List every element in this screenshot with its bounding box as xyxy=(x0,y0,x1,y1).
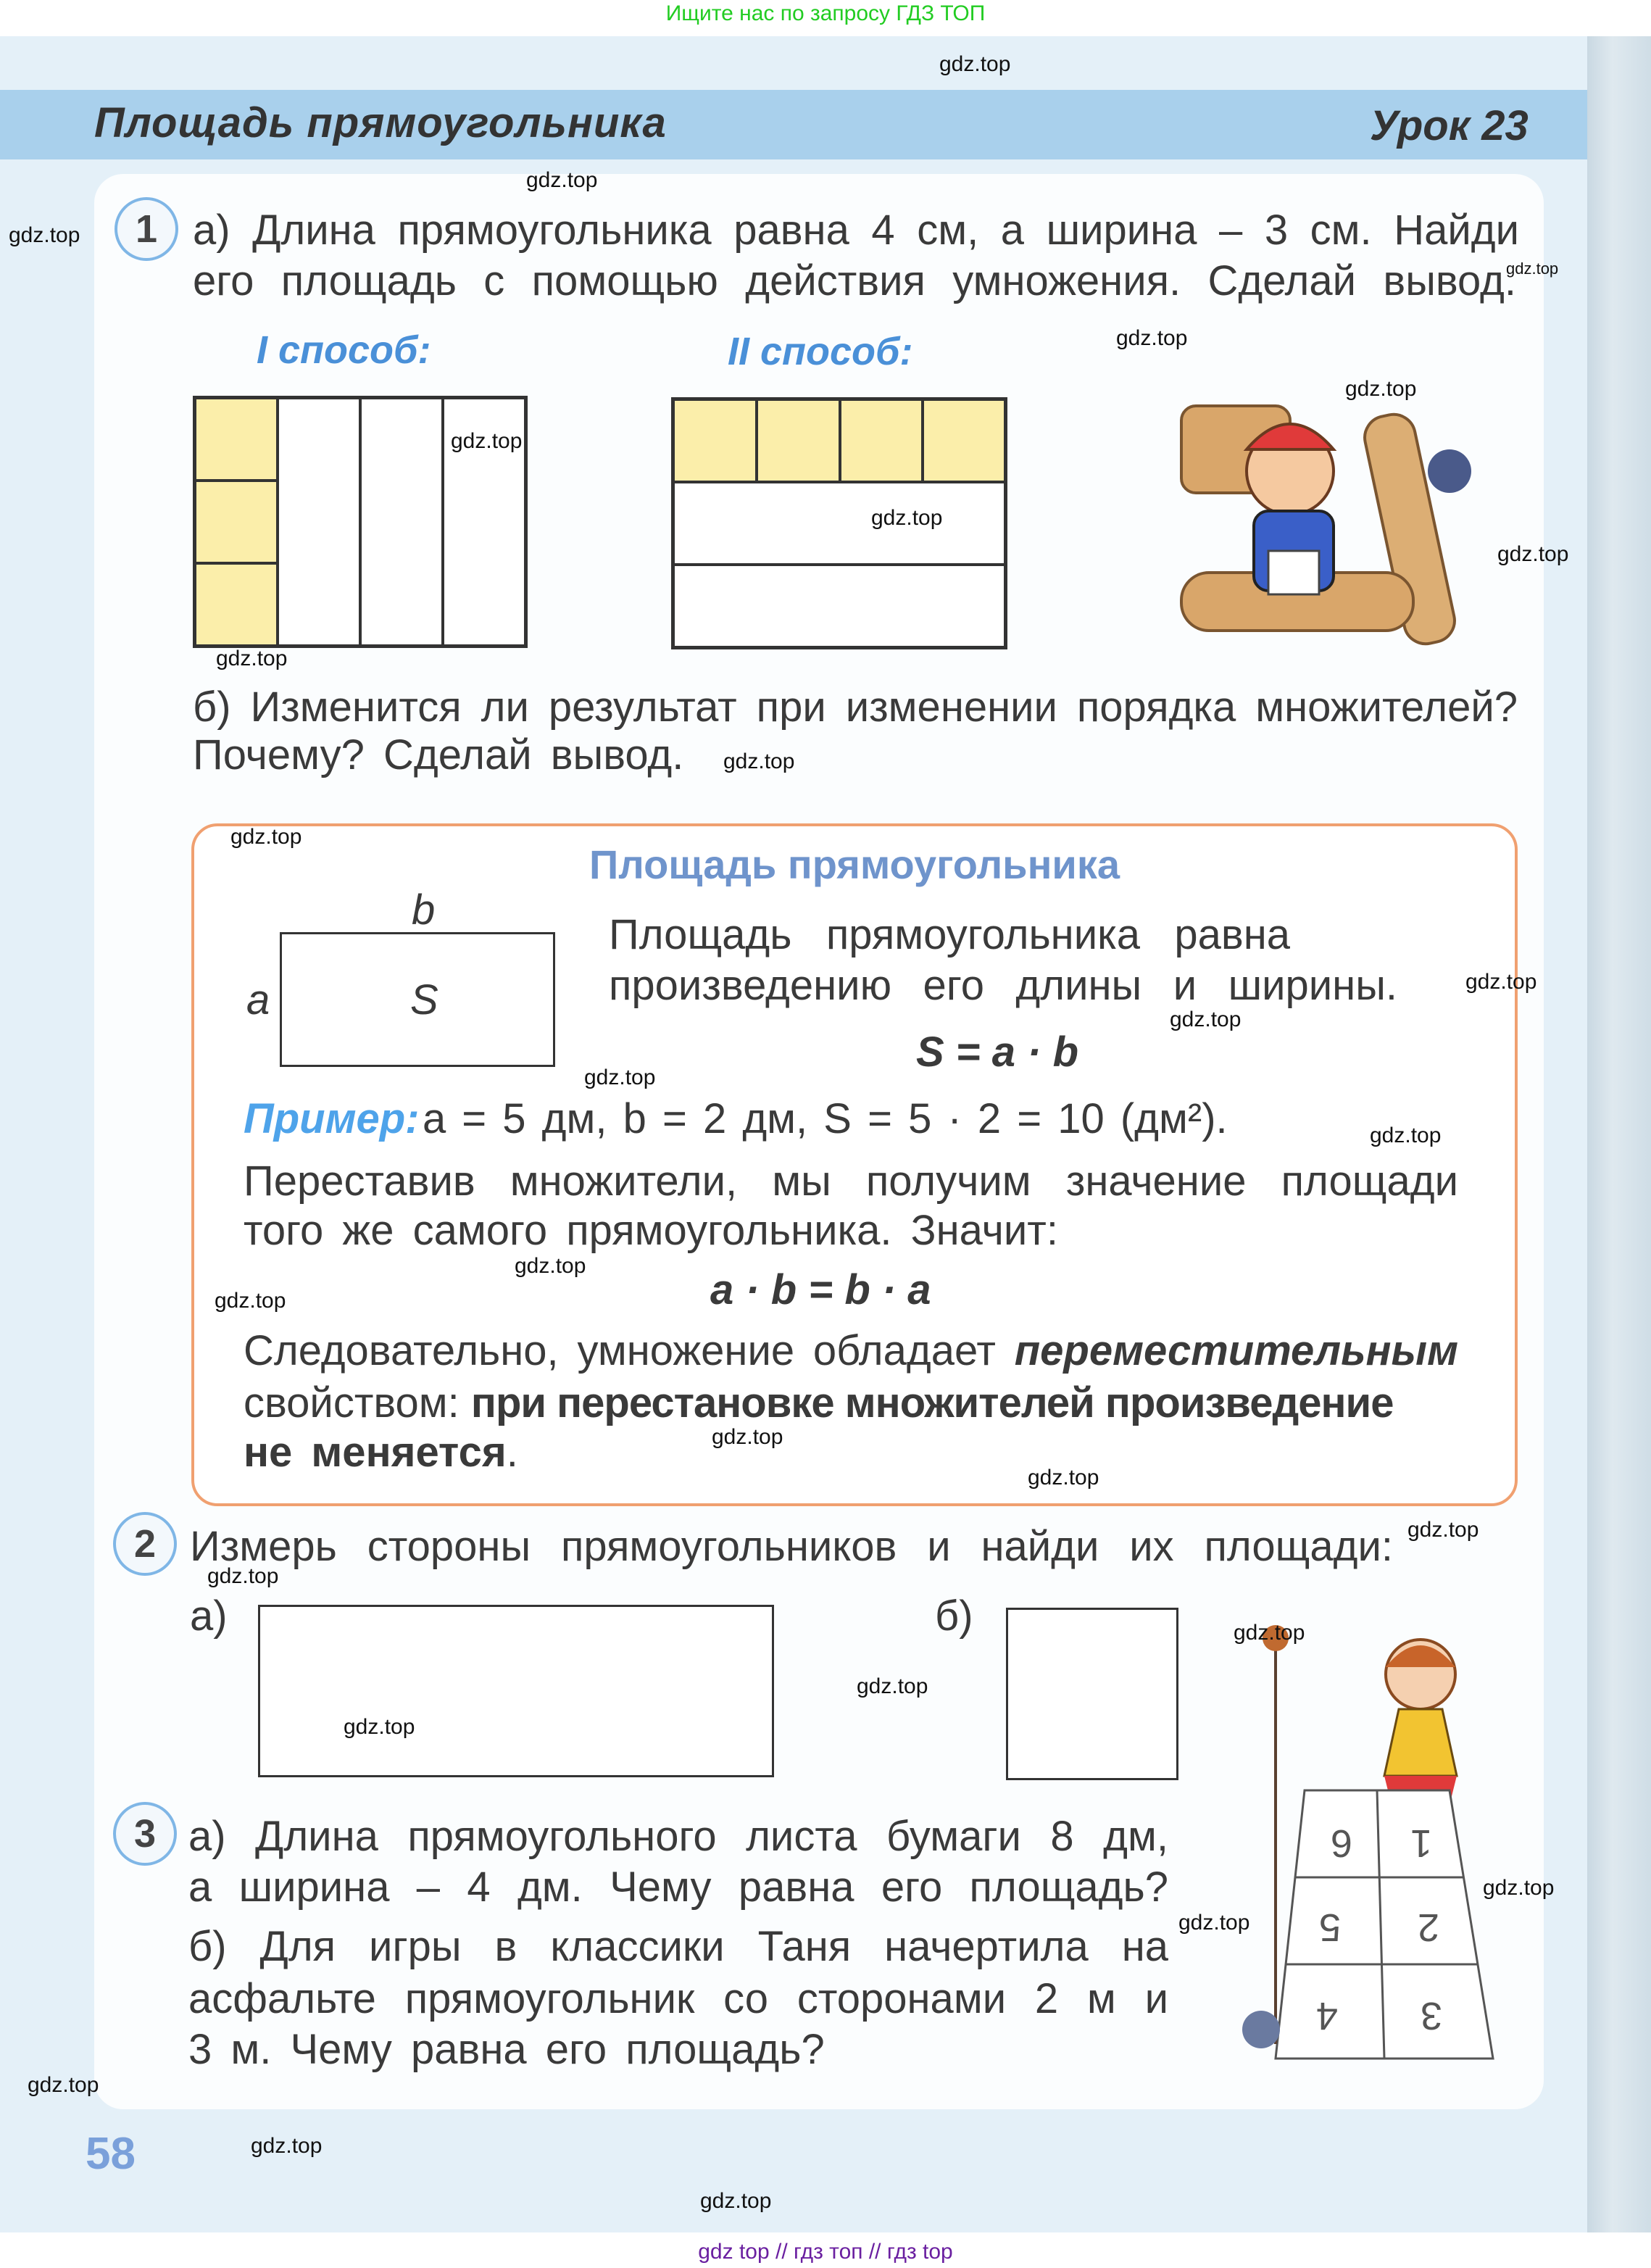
task3-line5: 3 м. Чему равна его площадь? xyxy=(188,2026,825,2073)
conclusion-line3 xyxy=(244,1428,518,1476)
conclusion-text: Следовательно, умножение обладает xyxy=(244,1327,1015,1374)
rectangle-b xyxy=(1006,1608,1178,1780)
watermark: gdz.top xyxy=(28,2073,99,2097)
watermark: gdz.top xyxy=(230,825,302,849)
task2-a-label: а) xyxy=(190,1592,228,1640)
watermark: gdz.top xyxy=(251,2134,323,2158)
side-b-label: b xyxy=(412,886,436,934)
watermark: gdz.top xyxy=(1465,970,1537,994)
row-strip xyxy=(673,565,1005,647)
task-number-1: 1 xyxy=(115,197,178,261)
task1-a-line2: его площадь с помощью действия умножения. Сделай вывод. xyxy=(193,257,1516,304)
row-strip xyxy=(673,482,1005,565)
hopscotch-cell: 2 xyxy=(1418,1906,1440,1949)
example-line xyxy=(244,1094,1228,1143)
watermark: gdz.top xyxy=(1234,1621,1305,1645)
watermark: gdz.top xyxy=(1028,1466,1099,1490)
task1-b-line1: б) Изменится ли результат при изменении порядка множителей? xyxy=(193,684,1518,731)
task2-b-label: б) xyxy=(935,1592,973,1640)
conclusion-property: свойством: xyxy=(244,1379,471,1426)
example-text: a = 5 дм, b = 2 дм, S = 5 · 2 = 10 (дм²). xyxy=(422,1095,1228,1142)
commutative-formula: a · b = b · a xyxy=(710,1266,931,1313)
swap-line1: Переставив множители, мы получим значение площади xyxy=(244,1158,1458,1205)
conclusion-rule: при перестановке множителей произведение xyxy=(470,1379,1394,1426)
rectangle-a xyxy=(258,1605,774,1777)
column-strip xyxy=(278,398,360,646)
side-a-label: a xyxy=(246,976,270,1023)
task1-a-line1: а) Длина прямоугольника равна 4 см, а ширина – 3 см. Найди xyxy=(193,207,1519,254)
watermark: gdz.top xyxy=(584,1066,656,1089)
boy-on-logs-illustration xyxy=(1167,384,1544,660)
page-title: Площадь прямоугольника xyxy=(94,99,667,146)
watermark: gdz.top xyxy=(871,506,943,530)
unit-square xyxy=(840,399,923,482)
period: . xyxy=(506,1429,518,1476)
hopscotch-cell: 6 xyxy=(1331,1822,1353,1865)
watermark: gdz.top xyxy=(1370,1123,1442,1147)
watermark: gdz.top xyxy=(1116,326,1188,350)
unit-square xyxy=(195,481,278,563)
column-strip xyxy=(360,398,443,646)
watermark: gdz.top xyxy=(344,1715,415,1739)
watermark: gdz.top xyxy=(216,647,288,670)
rule-title: Площадь прямоугольника xyxy=(589,842,1120,887)
conclusion-line2 xyxy=(244,1379,1458,1427)
task3-line2: а ширина – 4 дм. Чему равна его площадь? xyxy=(188,1864,1168,1911)
page-number: 58 xyxy=(86,2129,136,2179)
unit-square xyxy=(757,399,840,482)
watermark: gdz.top xyxy=(939,52,1011,76)
watermark: gdz.top xyxy=(1407,1518,1479,1542)
swap-line2: того же самого прямоугольника. Значит: xyxy=(244,1207,1058,1254)
area-formula: S = a · b xyxy=(916,1029,1079,1076)
hopscotch-cell: 4 xyxy=(1316,1994,1339,2038)
definition-line2: произведению его длины и ширины. xyxy=(609,962,1397,1009)
task-number-3: 3 xyxy=(113,1802,177,1866)
watermark: gdz.top xyxy=(215,1289,286,1313)
watermark: gdz.top xyxy=(451,429,523,453)
method-1-label: I способ: xyxy=(257,328,431,372)
watermark: gdz.top xyxy=(712,1425,783,1449)
watermark: gdz.top xyxy=(1345,377,1417,401)
area-s-label: S xyxy=(410,976,438,1023)
unit-square xyxy=(923,399,1005,482)
watermark: gdz.top xyxy=(1483,1876,1555,1900)
unit-square xyxy=(195,563,278,646)
task3-line1: а) Длина прямоугольного листа бумаги 8 дм, xyxy=(188,1813,1168,1860)
hopscotch-cell: 5 xyxy=(1319,1906,1342,1949)
task1-b-line2: Почему? Сделай вывод. xyxy=(193,731,684,778)
example-label: Пример: xyxy=(244,1095,420,1142)
footer-text: gdz top // гдз топ // гдз top xyxy=(698,2240,953,2264)
search-banner-text: Ищите нас по запросу ГДЗ ТОП xyxy=(665,1,986,25)
watermark: gdz.top xyxy=(9,223,80,247)
definition-line1: Площадь прямоугольника равна xyxy=(609,911,1290,958)
watermark: gdz.top xyxy=(1170,1008,1242,1031)
conclusion-term: переместительным xyxy=(1014,1327,1458,1374)
task-number-2: 2 xyxy=(113,1512,177,1576)
watermark: gdz.top xyxy=(700,2189,772,2213)
hopscotch-cell: 3 xyxy=(1421,1994,1443,2038)
task3-line3: б) Для игры в классики Таня начертила на xyxy=(188,1923,1168,1970)
watermark: gdz.top xyxy=(1497,542,1569,566)
watermark: gdz.top xyxy=(723,749,795,773)
watermark: gdz.top xyxy=(1178,1911,1250,1935)
book-spine xyxy=(1587,36,1651,2232)
unit-square xyxy=(673,399,757,482)
conclusion-end: не меняется xyxy=(244,1429,507,1476)
watermark: gdz.top xyxy=(207,1564,279,1588)
hopscotch-cell: 1 xyxy=(1410,1822,1433,1865)
watermark: gdz.top xyxy=(526,168,598,192)
method-2-label: II способ: xyxy=(728,330,913,373)
task2-text: Измерь стороны прямоугольников и найди их площади: xyxy=(190,1523,1393,1570)
lesson-number: Урок 23 xyxy=(1370,102,1529,149)
girl-hopscotch-illustration xyxy=(1232,1624,1507,2073)
watermark: gdz.top xyxy=(857,1674,928,1698)
watermark: gdz.top xyxy=(515,1254,586,1278)
conclusion-line1 xyxy=(244,1326,1458,1375)
task3-line4: асфальте прямоугольник со сторонами 2 м и xyxy=(188,1975,1168,2022)
unit-square xyxy=(195,398,278,481)
grid-method-2 xyxy=(671,397,1007,649)
watermark: gdz.top xyxy=(1506,259,1559,278)
